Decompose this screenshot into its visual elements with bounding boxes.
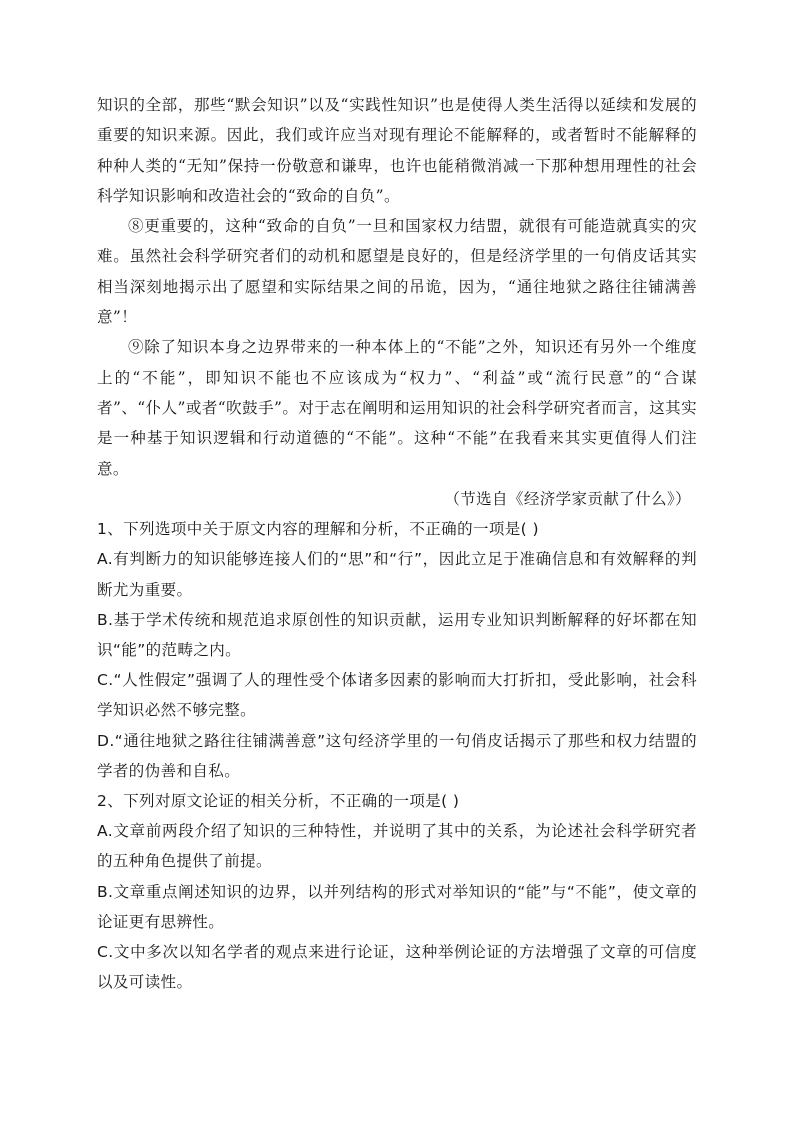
question-option-b: B.文章重点阐述知识的边界，以并列结构的形式对举知识的“能”与“不能”，使文章的论证更有思辨性。 [97, 882, 697, 931]
question-stem: 2、下列对原文论证的相关分析，不正确的一项是( ) [97, 791, 460, 810]
question-option-a: A.文章前两段介绍了知识的三种特性，并说明了其中的关系，为论述社会科学研究者的五种角色提供了前提。 [97, 822, 697, 871]
passage-paragraph-8: ⑧更重要的，这种“致命的自负”一旦和国家权力结盟，就很有可能造就真实的灾难。虽然社会科学研究者们的动机和愿望是良好的，但是经济学里的一句俏皮话其实相当深刻地揭示出了愿望和实际结果之间的吊诡，因为，“通往地狱之路往往铺满善意”！ [97, 217, 697, 327]
question-2 [97, 786, 697, 997]
document-content [97, 90, 697, 997]
question-option-c: C.文中多次以知名学者的观点来进行论证，这种举例论证的方法增强了文章的可信度以及可读性。 [97, 943, 697, 992]
question-option-b: B.基于学术传统和规范追求原创性的知识贡献，运用专业知识判断解释的好坏都在知识“能”的范畴之内。 [97, 610, 697, 659]
passage-paragraph-9: ⑨除了知识本身之边界带来的一种本体上的“不能”之外，知识还有另外一个维度上的“不能”，即知识不能也不应该成为“权力”、“利益”或“流行民意”的“合谋者”、“仆人”或者“吹鼓手”。对于志在阐明和运用知识的社会科学研究者而言，这其实是一种基于知识逻辑和行动道德的“不能”。这种“不能”在我看来其实更值得人们注意。 [97, 338, 697, 478]
passage-source: （节选自《经济学家贡献了什么》） [444, 489, 691, 508]
passage-paragraph-continued: 知识的全部，那些“默会知识”以及“实践性知识”也是使得人类生活得以延续和发展的重要的知识来源。因此，我们或许应当对现有理论不能解释的，或者暂时不能解释的种种人类的“无知”保持一份敬意和谦卑，也许也能稍微消减一下那种想用理性的社会科学知识影响和改造社会的“致命的自负”。 [97, 96, 697, 205]
question-1 [97, 514, 697, 786]
question-option-a: A.有判断力的知识能够连接人们的“思”和“行”，因此立足于准确信息和有效解释的判断尤为重要。 [97, 550, 697, 599]
question-option-c: C.“人性假定”强调了人的理性受个体诸多因素的影响而大打折扣，受此影响，社会科学知识必然不够完整。 [97, 671, 697, 720]
question-option-d: D.“通往地狱之路往往铺满善意”这句经济学里的一句俏皮话揭示了那些和权力结盟的学者的伪善和自私。 [97, 731, 697, 780]
question-stem: 1、下列选项中关于原文内容的理解和分析，不正确的一项是( ) [97, 520, 539, 539]
